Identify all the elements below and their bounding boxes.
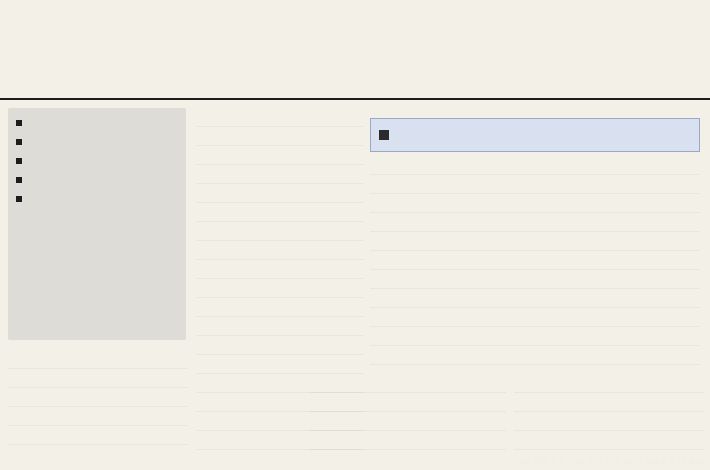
text-line bbox=[310, 374, 506, 393]
bullet-square-icon bbox=[16, 120, 22, 126]
text-line bbox=[196, 317, 364, 336]
text-line bbox=[514, 431, 704, 450]
text-line bbox=[196, 108, 364, 127]
highlight-item bbox=[16, 152, 180, 164]
text-line bbox=[196, 165, 364, 184]
text-line bbox=[370, 251, 700, 270]
text-line bbox=[310, 431, 506, 450]
highlight-item bbox=[16, 114, 180, 126]
article-column-5 bbox=[514, 374, 704, 464]
bullet-square-icon bbox=[16, 139, 22, 145]
text-line bbox=[196, 203, 364, 222]
text-line bbox=[8, 426, 188, 445]
headline bbox=[12, 6, 698, 86]
side-heading-box bbox=[370, 118, 700, 152]
highlight-item bbox=[16, 171, 180, 183]
text-line bbox=[8, 369, 188, 388]
text-line bbox=[370, 194, 700, 213]
bullet-square-icon bbox=[16, 177, 22, 183]
text-line bbox=[514, 393, 704, 412]
bullet-square-icon bbox=[16, 196, 22, 202]
text-line bbox=[196, 355, 364, 374]
text-line bbox=[370, 270, 700, 289]
highlight-item bbox=[16, 190, 180, 202]
text-line bbox=[370, 346, 700, 365]
text-line bbox=[8, 388, 188, 407]
text-line bbox=[8, 350, 188, 369]
text-line bbox=[196, 298, 364, 317]
text-line bbox=[370, 232, 700, 251]
text-line bbox=[370, 213, 700, 232]
text-line bbox=[370, 156, 700, 175]
text-line bbox=[196, 260, 364, 279]
article-column-1 bbox=[8, 350, 188, 462]
text-line bbox=[196, 222, 364, 241]
headline-rule bbox=[0, 98, 710, 100]
text-line bbox=[514, 412, 704, 431]
square-icon bbox=[379, 130, 389, 140]
text-line bbox=[370, 327, 700, 346]
text-line bbox=[196, 241, 364, 260]
text-line bbox=[196, 127, 364, 146]
text-line bbox=[8, 407, 188, 426]
bullet-square-icon bbox=[16, 158, 22, 164]
text-line bbox=[196, 184, 364, 203]
highlight-item bbox=[16, 133, 180, 145]
article-column-3 bbox=[370, 156, 700, 370]
text-line bbox=[310, 412, 506, 431]
text-line bbox=[196, 279, 364, 298]
text-line bbox=[310, 393, 506, 412]
text-line bbox=[196, 336, 364, 355]
article-column-4 bbox=[310, 374, 506, 464]
text-line bbox=[196, 146, 364, 165]
text-line bbox=[370, 175, 700, 194]
highlights-box bbox=[8, 108, 186, 340]
text-line bbox=[514, 374, 704, 393]
text-line bbox=[370, 308, 700, 327]
visible-figures bbox=[521, 457, 704, 466]
text-line bbox=[370, 289, 700, 308]
